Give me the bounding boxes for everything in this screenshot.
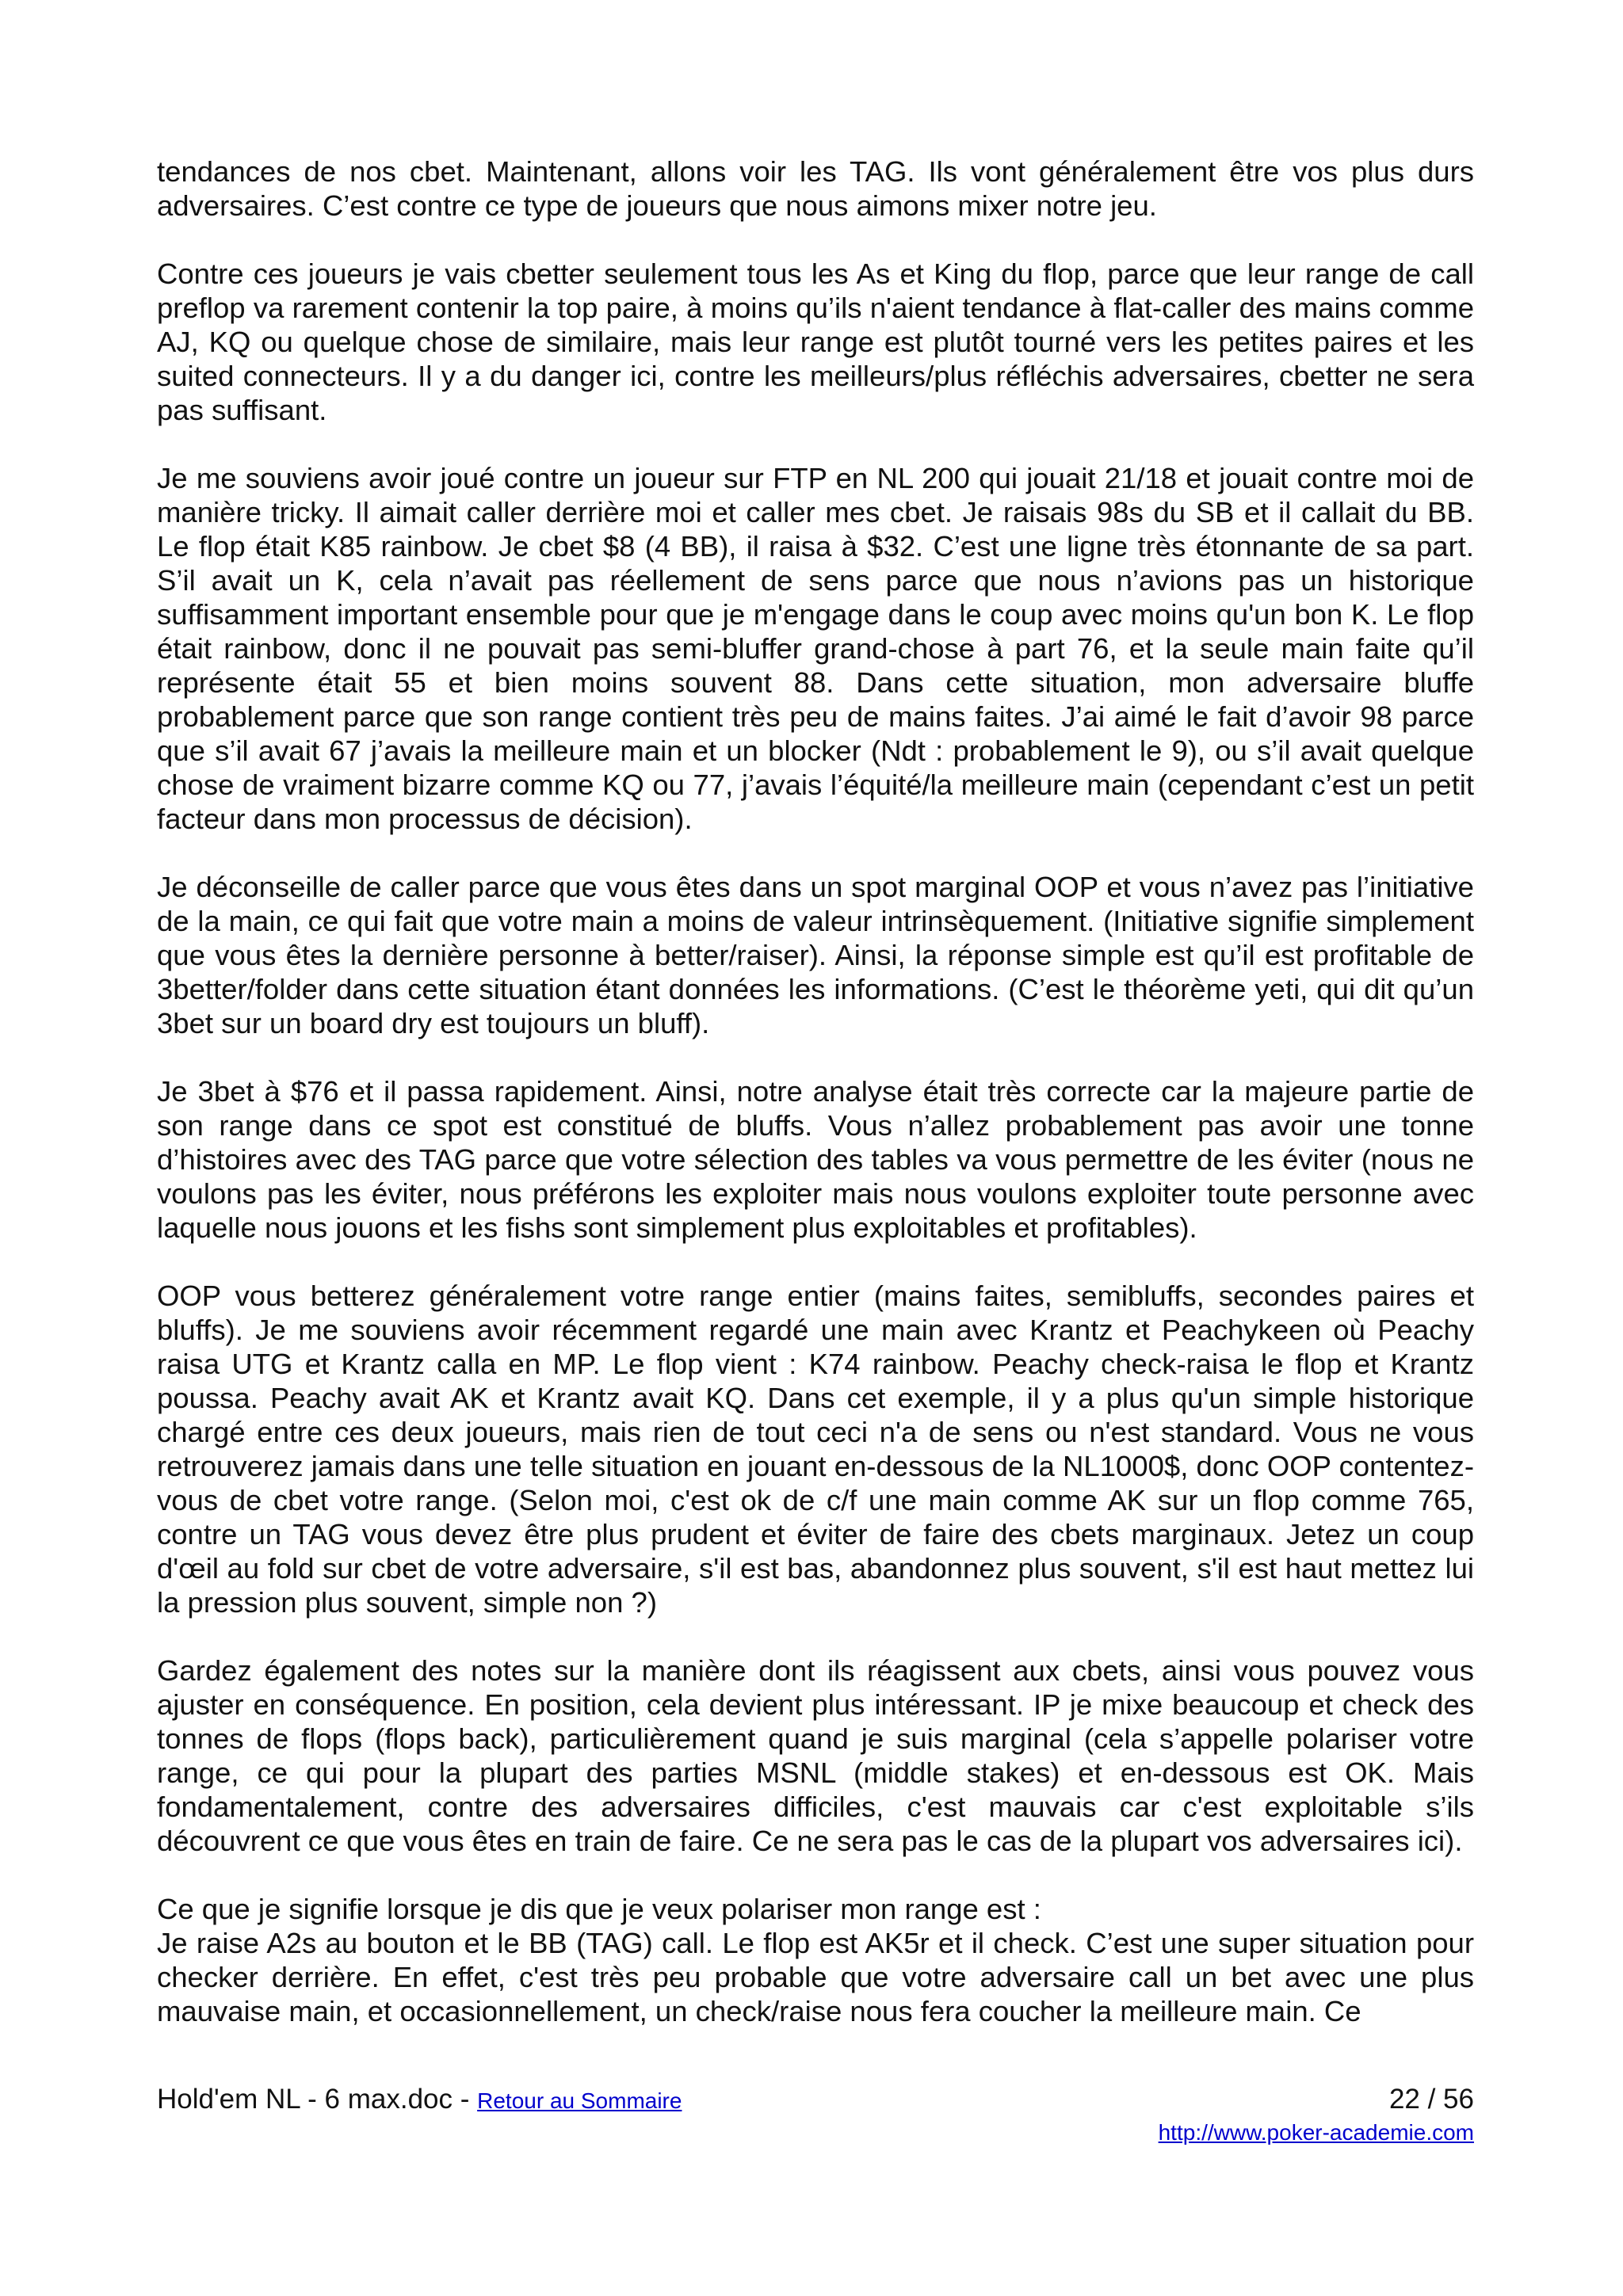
paragraph-1: tendances de nos cbet. Maintenant, allons voir les TAG. Ils vont généralement être vos plus durs adversaires. C’est contre ce type de joueurs que nous aimons mixer notre jeu. bbox=[157, 155, 1474, 222]
doc-title: Hold'em NL - 6 max.doc - bbox=[157, 2084, 478, 2115]
paragraph-4: Je déconseille de caller parce que vous êtes dans un spot marginal OOP et vous n’avez pas l’initiative de la main, ce qui fait que votre main a moins de valeur intrinsèquement. (Initiative signifie simplement que vous êtes la dernière personne à better/raiser). Ainsi, la réponse simple est qu’il est profitable de 3better/folder dans cette situation étant données les informations. (C’est le théorème yeti, qui dit qu’un 3bet sur un board dry est toujours un bluff). bbox=[157, 871, 1474, 1039]
toc-link[interactable]: Retour au Sommaire bbox=[477, 2088, 682, 2113]
page-footer bbox=[157, 2084, 1474, 2145]
footer-doc-info bbox=[157, 2084, 682, 2115]
paragraph-5: Je 3bet à $76 et il passa rapidement. Ainsi, notre analyse était très correcte car la majeure partie de son range dans ce spot est constitué de bluffs. Vous n’allez probablement pas avoir une tonne d’histoires avec des TAG parce que votre sélection des tables va vous permettre de les éviter (nous ne voulons pas les éviter, nous préférons les exploiter mais nous voulons exploiter toute personne avec laquelle nous jouons et les fishs sont simplement plus exploitables et profitables). bbox=[157, 1075, 1474, 1244]
paragraph-3: Je me souviens avoir joué contre un joueur sur FTP en NL 200 qui jouait 21/18 et jouait contre moi de manière tricky. Il aimait caller derrière moi et caller mes cbet. Je raisais 98s du SB et il callait du BB. Le flop était K85 rainbow. Je cbet $8 (4 BB), il raisa à $32. C’est une ligne très étonnante de sa part. S’il avait un K, cela n’avait pas réellement de sens parce que nous n’avions pas un historique suffisamment important ensemble pour que je m'engage dans le coup avec moins qu'un bon K. Le flop était rainbow, donc il ne pouvait pas semi-bluffer grand-chose à part 76, et la seule main faite qu’il représente était 55 et bien moins souvent 88. Dans cette situation, mon adversaire bluffe probablement parce que son range contient très peu de mains faites. J’ai aimé le fait d’avoir 98 parce que s’il avait 67 j’avais la meilleure main et un blocker (Ndt : probablement le 9), ou s’il avait quelque chose de vraiment bizarre comme KQ ou 77, j’avais l’équité/la meilleure main (cependant c’est un petit facteur dans mon processus de décision). bbox=[157, 462, 1474, 835]
paragraph-8: Ce que je signifie lorsque je dis que je veux polariser mon range est : bbox=[157, 1893, 1041, 1925]
paragraph-9: Je raise A2s au bouton et le BB (TAG) call. Le flop est AK5r et il check. C’est une super situation pour checker derrière. En effet, c'est très peu probable que votre adversaire call un bet avec une plus mauvaise main, et occasionnellement, un check/raise nous fera coucher la meilleure main. Ce bbox=[157, 1927, 1474, 2027]
page-number: 22 / 56 bbox=[1388, 2084, 1474, 2115]
body-text bbox=[157, 154, 1474, 2028]
paragraph-6: OOP vous betterez généralement votre range entier (mains faites, semibluffs, secondes paires et bluffs). Je me souviens avoir récemment regardé une main avec Krantz et Peachykeen où Peachy raisa UTG et Krantz calla en MP. Le flop vient : K74 rainbow. Peachy check-raisa le flop et Krantz poussa. Peachy avait AK et Krantz avait KQ. Dans cet exemple, il y a plus qu'un simple historique chargé entre ces deux joueurs, mais rien de tout ceci n'a de sens ou n'est standard. Vous ne vous retrouverez jamais dans une telle situation en jouant en-dessous de la NL1000$, donc OOP contentez-vous de cbet votre range. (Selon moi, c'est ok de c/f une main comme AK sur un flop comme 765, contre un TAG vous devez être plus prudent et éviter de faire des cbets marginaux. Jetez un coup d'œil au fold sur cbet de votre adversaire, s'il est bas, abandonnez plus souvent, s'il est haut mettez lui la pression plus souvent, simple non ?) bbox=[157, 1280, 1474, 1619]
paragraph-2: Contre ces joueurs je vais cbetter seulement tous les As et King du flop, parce que leur range de call preflop va rarement contenir la top paire, à moins qu’ils n'aient tendance à flat-caller des mains comme AJ, KQ ou quelque chose de similaire, mais leur range est plutôt tourné vers les petites paires et les suited connecteurs. Il y a du danger ici, contre les meilleurs/plus réfléchis adversaires, cbetter ne sera pas suffisant. bbox=[157, 257, 1474, 426]
site-url-link[interactable]: http://www.poker-academie.com bbox=[1158, 2120, 1474, 2145]
paragraph-7: Gardez également des notes sur la manière dont ils réagissent aux cbets, ainsi vous pouvez vous ajuster en conséquence. En position, cela devient plus intéressant. IP je mixe beaucoup et check des tonnes de flops (flops back), particulièrement quand je suis marginal (cela s’appelle polariser votre range, ce qui pour la plupart des parties MSNL (middle stakes) et en-dessous est OK. Mais fondamentalement, contre des adversaires difficiles, c'est mauvais car c'est exploitable s’ils découvrent ce que vous êtes en train de faire. Ce ne sera pas le cas de la plupart vos adversaires ici). bbox=[157, 1654, 1474, 1857]
